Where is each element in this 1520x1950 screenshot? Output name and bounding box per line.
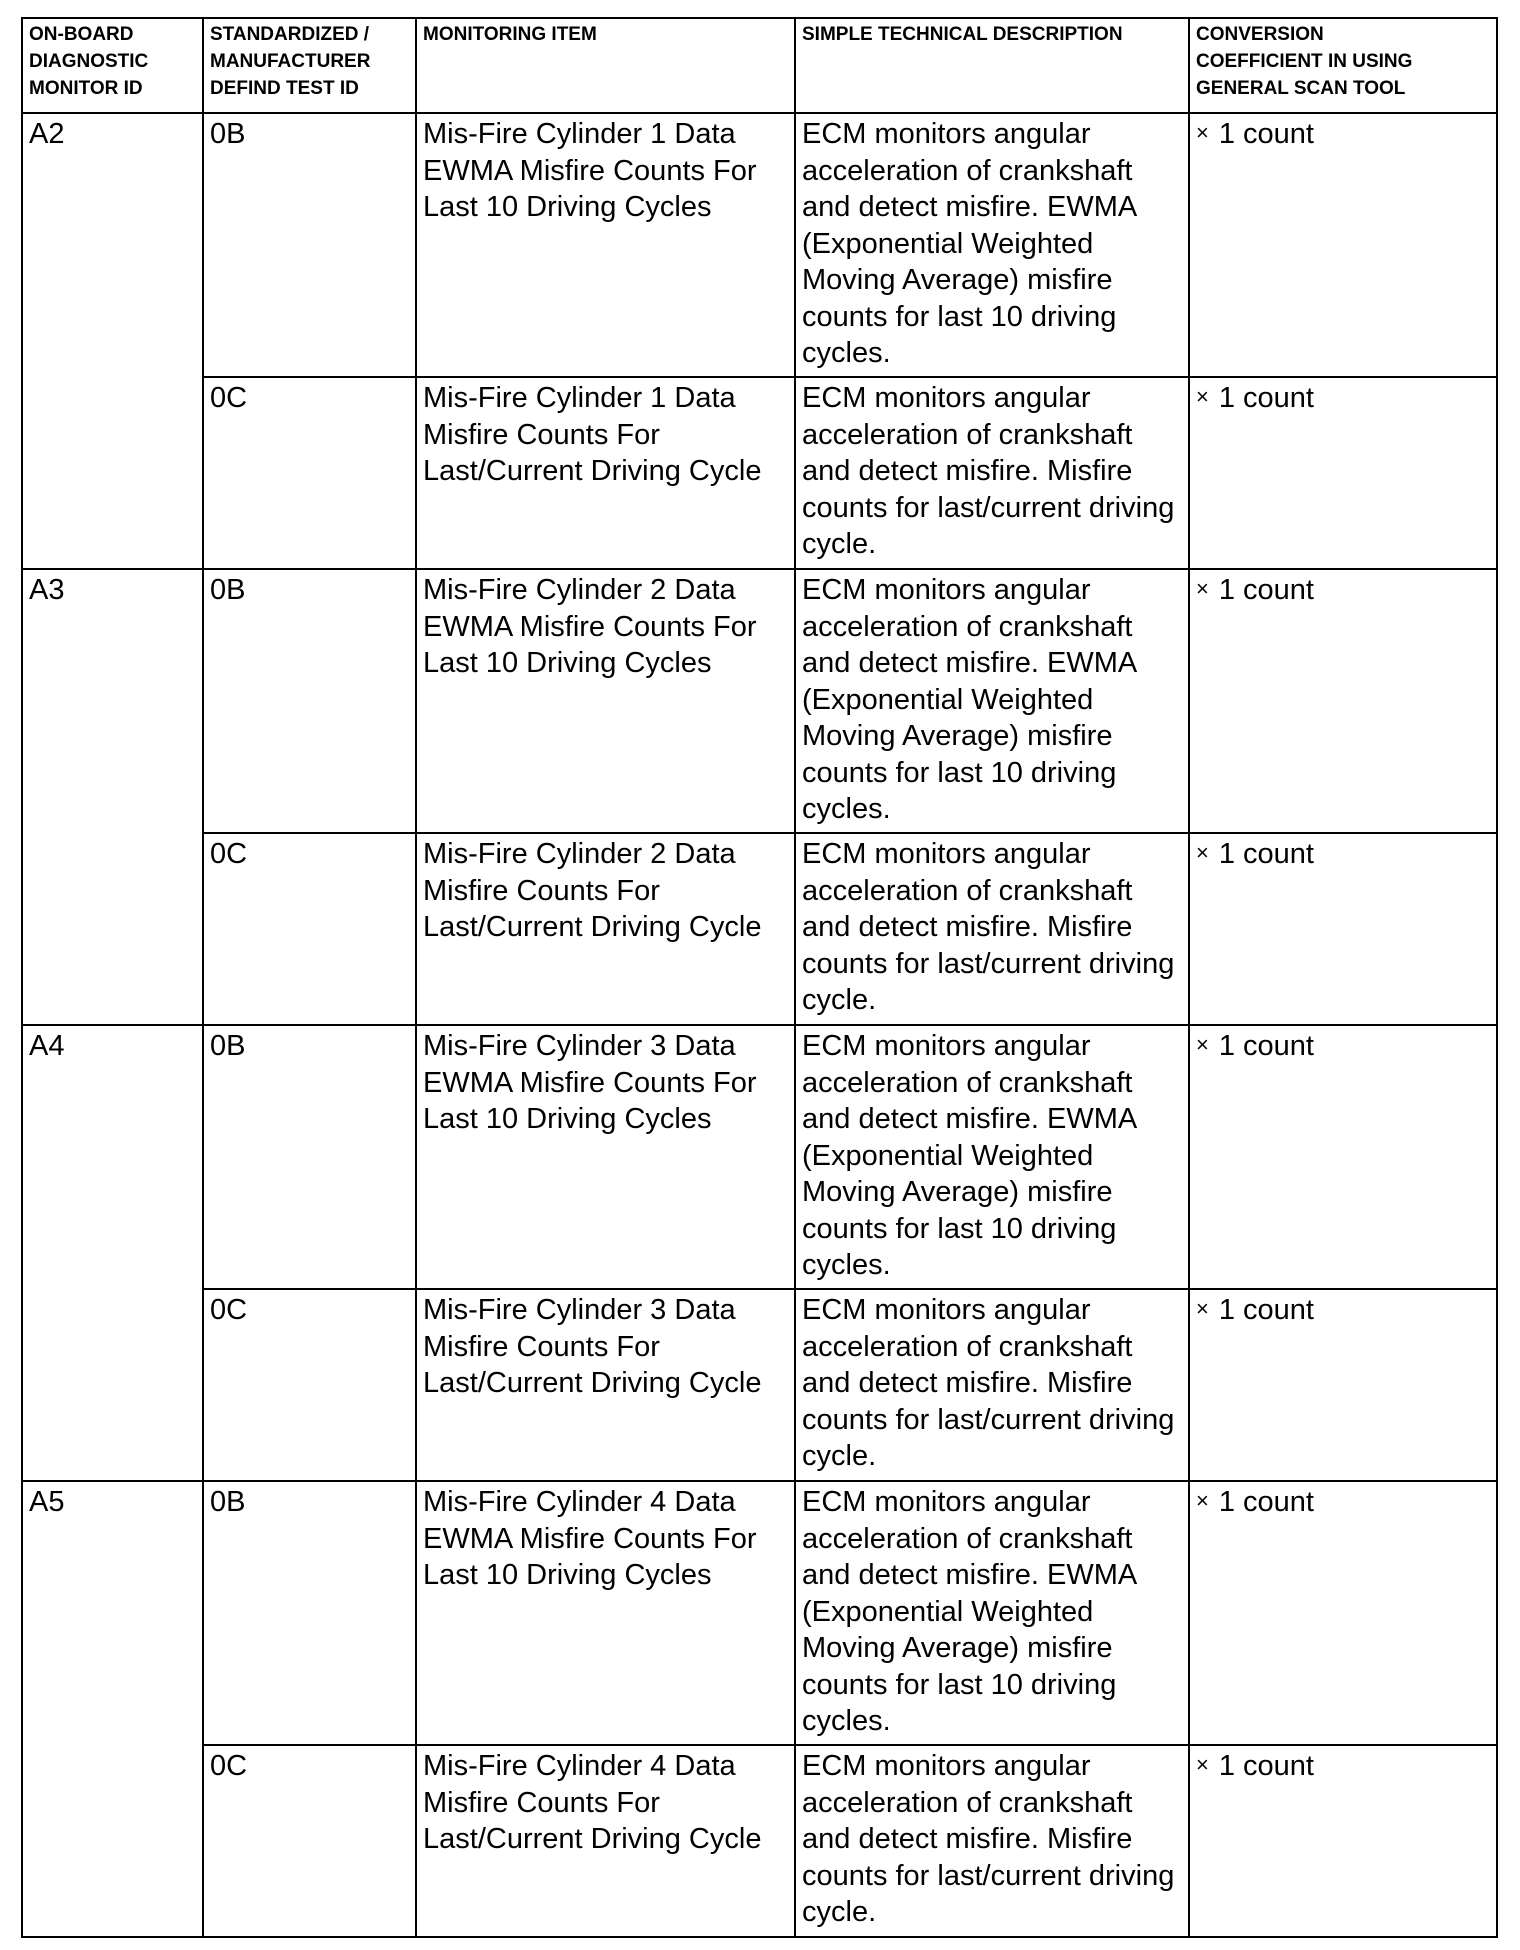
description-cell: ECM monitors angular acceleration of crankshaft and detect misfire. Misfire counts for last/current driving cycle. (795, 833, 1189, 1025)
test-id-cell: 0B (203, 1025, 416, 1289)
table-row (22, 113, 1497, 377)
header-test-id: STANDARDIZED / MANUFACTURER DEFIND TEST ID (203, 18, 416, 113)
test-id-cell: 0B (203, 569, 416, 833)
conversion-cell (1189, 569, 1497, 833)
multiply-sign: × (1196, 1296, 1209, 1322)
description-cell: ECM monitors angular acceleration of crankshaft and detect misfire. Misfire counts for last/current driving cycle. (795, 1289, 1189, 1481)
table-row (22, 1745, 1497, 1937)
table-row (22, 1025, 1497, 1289)
conversion-cell (1189, 1481, 1497, 1745)
test-id-cell: 0C (203, 1289, 416, 1481)
table-row (22, 569, 1497, 833)
monitor-table (21, 17, 1498, 1938)
multiply-sign: × (1196, 384, 1209, 410)
conversion-value: 1 count (1218, 1030, 1314, 1062)
monitor-id-cell: A4 (22, 1025, 203, 1481)
header-monitoring-item: MONITORING ITEM (416, 18, 795, 113)
header-description: SIMPLE TECHNICAL DESCRIPTION (795, 18, 1189, 113)
table-row (22, 1481, 1497, 1745)
conversion-value: 1 count (1218, 1486, 1314, 1518)
conversion-cell (1189, 377, 1497, 569)
monitoring-item-cell: Mis-Fire Cylinder 3 Data Misfire Counts For Last/Current Driving Cycle (416, 1289, 795, 1481)
description-cell: ECM monitors angular acceleration of crankshaft and detect misfire. EWMA (Exponential Weighted Moving Average) misfire counts for last 10 driving cycles. (795, 1481, 1189, 1745)
monitoring-item-cell: Mis-Fire Cylinder 1 Data EWMA Misfire Counts For Last 10 Driving Cycles (416, 113, 795, 377)
conversion-value: 1 count (1218, 118, 1314, 150)
conversion-cell (1189, 833, 1497, 1025)
monitoring-item-cell: Mis-Fire Cylinder 4 Data EWMA Misfire Counts For Last 10 Driving Cycles (416, 1481, 795, 1745)
conversion-value: 1 count (1218, 1750, 1314, 1782)
table-row (22, 833, 1497, 1025)
description-cell: ECM monitors angular acceleration of crankshaft and detect misfire. EWMA (Exponential Weighted Moving Average) misfire counts for last 10 driving cycles. (795, 113, 1189, 377)
multiply-sign: × (1196, 1488, 1209, 1514)
monitoring-item-cell: Mis-Fire Cylinder 2 Data EWMA Misfire Counts For Last 10 Driving Cycles (416, 569, 795, 833)
multiply-sign: × (1196, 1032, 1209, 1058)
multiply-sign: × (1196, 120, 1209, 146)
description-cell: ECM monitors angular acceleration of crankshaft and detect misfire. Misfire counts for last/current driving cycle. (795, 377, 1189, 569)
monitor-id-cell: A2 (22, 113, 203, 569)
table-row (22, 1289, 1497, 1481)
multiply-sign: × (1196, 1752, 1209, 1778)
multiply-sign: × (1196, 840, 1209, 866)
conversion-cell (1189, 113, 1497, 377)
conversion-value: 1 count (1218, 1294, 1314, 1326)
header-monitor-id: ON-BOARD DIAGNOSTIC MONITOR ID (22, 18, 203, 113)
multiply-sign: × (1196, 576, 1209, 602)
test-id-cell: 0C (203, 377, 416, 569)
description-cell: ECM monitors angular acceleration of crankshaft and detect misfire. Misfire counts for last/current driving cycle. (795, 1745, 1189, 1937)
monitor-id-cell: A5 (22, 1481, 203, 1937)
conversion-value: 1 count (1218, 574, 1314, 606)
conversion-value: 1 count (1218, 838, 1314, 870)
monitor-id-cell: A3 (22, 569, 203, 1025)
test-id-cell: 0B (203, 1481, 416, 1745)
table-row (22, 377, 1497, 569)
header-row (22, 18, 1497, 113)
description-cell: ECM monitors angular acceleration of crankshaft and detect misfire. EWMA (Exponential Weighted Moving Average) misfire counts for last 10 driving cycles. (795, 569, 1189, 833)
header-conversion: CONVERSION COEFFICIENT IN USING GENERAL SCAN TOOL (1189, 18, 1497, 113)
test-id-cell: 0C (203, 833, 416, 1025)
description-cell: ECM monitors angular acceleration of crankshaft and detect misfire. EWMA (Exponential Weighted Moving Average) misfire counts for last 10 driving cycles. (795, 1025, 1189, 1289)
conversion-cell (1189, 1025, 1497, 1289)
conversion-value: 1 count (1218, 382, 1314, 414)
monitoring-item-cell: Mis-Fire Cylinder 4 Data Misfire Counts For Last/Current Driving Cycle (416, 1745, 795, 1937)
monitoring-item-cell: Mis-Fire Cylinder 2 Data Misfire Counts For Last/Current Driving Cycle (416, 833, 795, 1025)
conversion-cell (1189, 1289, 1497, 1481)
monitoring-item-cell: Mis-Fire Cylinder 3 Data EWMA Misfire Counts For Last 10 Driving Cycles (416, 1025, 795, 1289)
test-id-cell: 0C (203, 1745, 416, 1937)
test-id-cell: 0B (203, 113, 416, 377)
monitoring-item-cell: Mis-Fire Cylinder 1 Data Misfire Counts For Last/Current Driving Cycle (416, 377, 795, 569)
conversion-cell (1189, 1745, 1497, 1937)
